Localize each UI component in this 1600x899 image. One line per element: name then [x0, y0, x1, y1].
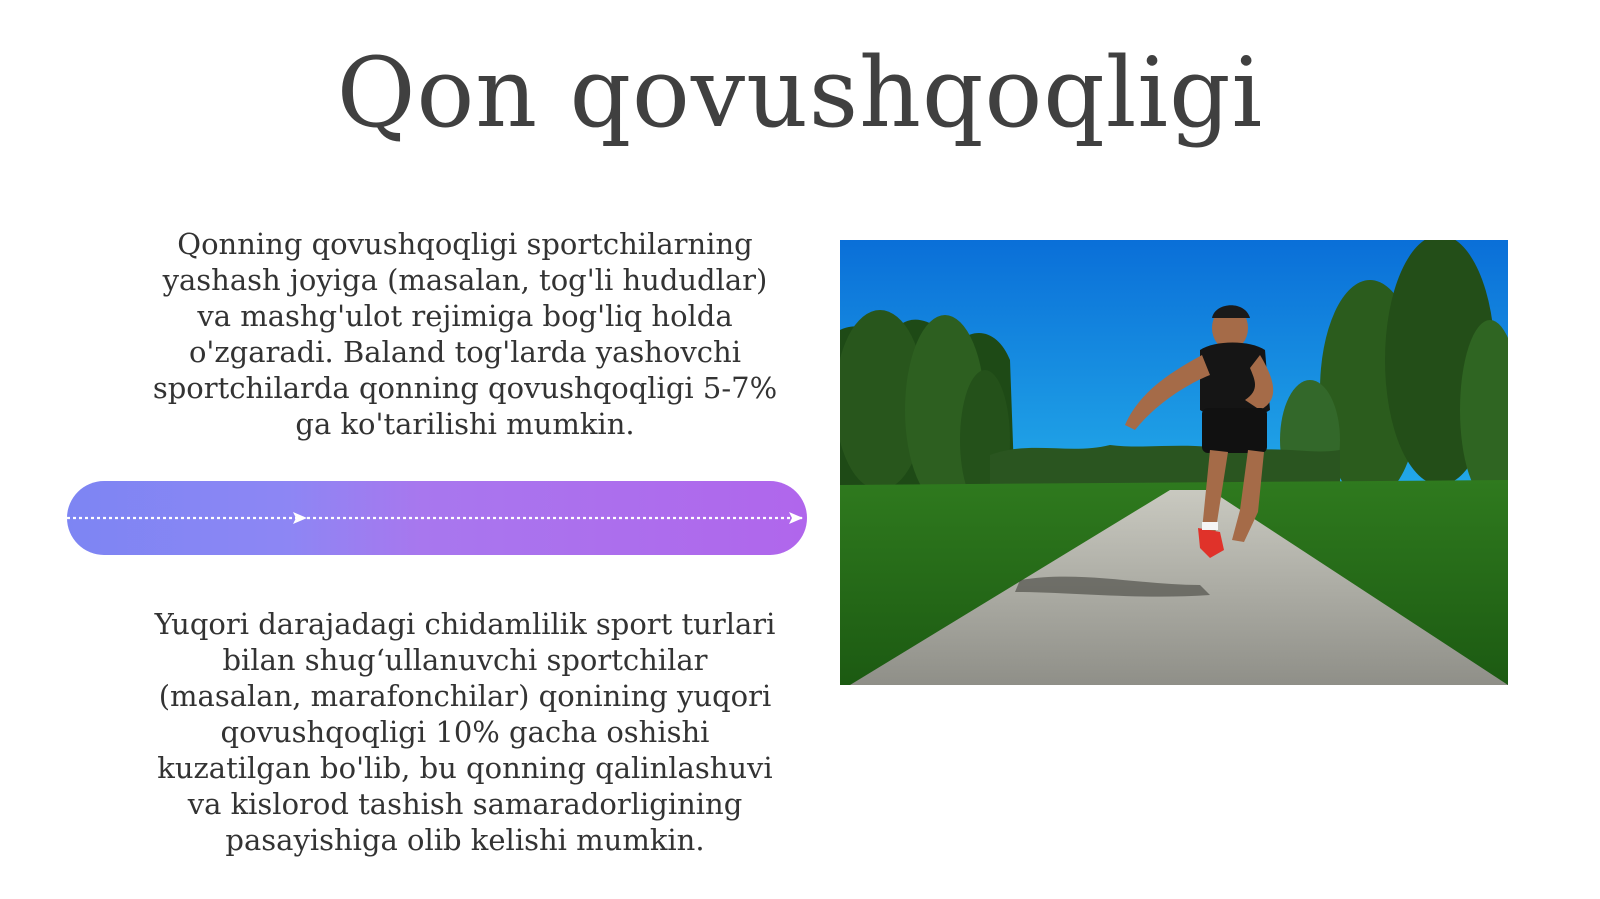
arrow-head-icon — [789, 512, 803, 524]
paragraph-bottom: Yuqori darajadagi chidamlilik sport turlari bilan shug‘ullanuvchi sportchilar (masalan, marafonchilar) qonining yuqori qovushqoqligi 10% gacha oshishi kuzatilgan bo'lib, bu qonning qalinlashuvi va kislorod tashish samaradorligining pasayishiga olib kelishi mumkin. — [154, 607, 776, 857]
runner-photo — [840, 240, 1508, 685]
paragraph-top: Qonning qovushqoqligi sportchilarning yashash joyiga (masalan, tog'li hududlar) va mashg'ulot rejimiga bog'liq holda o'zgaradi. Baland tog'larda yashovchi sportchilarda qonning qovushqoqligi 5-7% ga ko'tarilishi mumkin. — [152, 227, 778, 441]
dotted-arrow-line — [67, 481, 807, 555]
timeline-bar — [67, 481, 807, 555]
runner-photo-illustration — [840, 240, 1508, 685]
slide-title: Qon qovushqoqligi — [336, 37, 1264, 149]
